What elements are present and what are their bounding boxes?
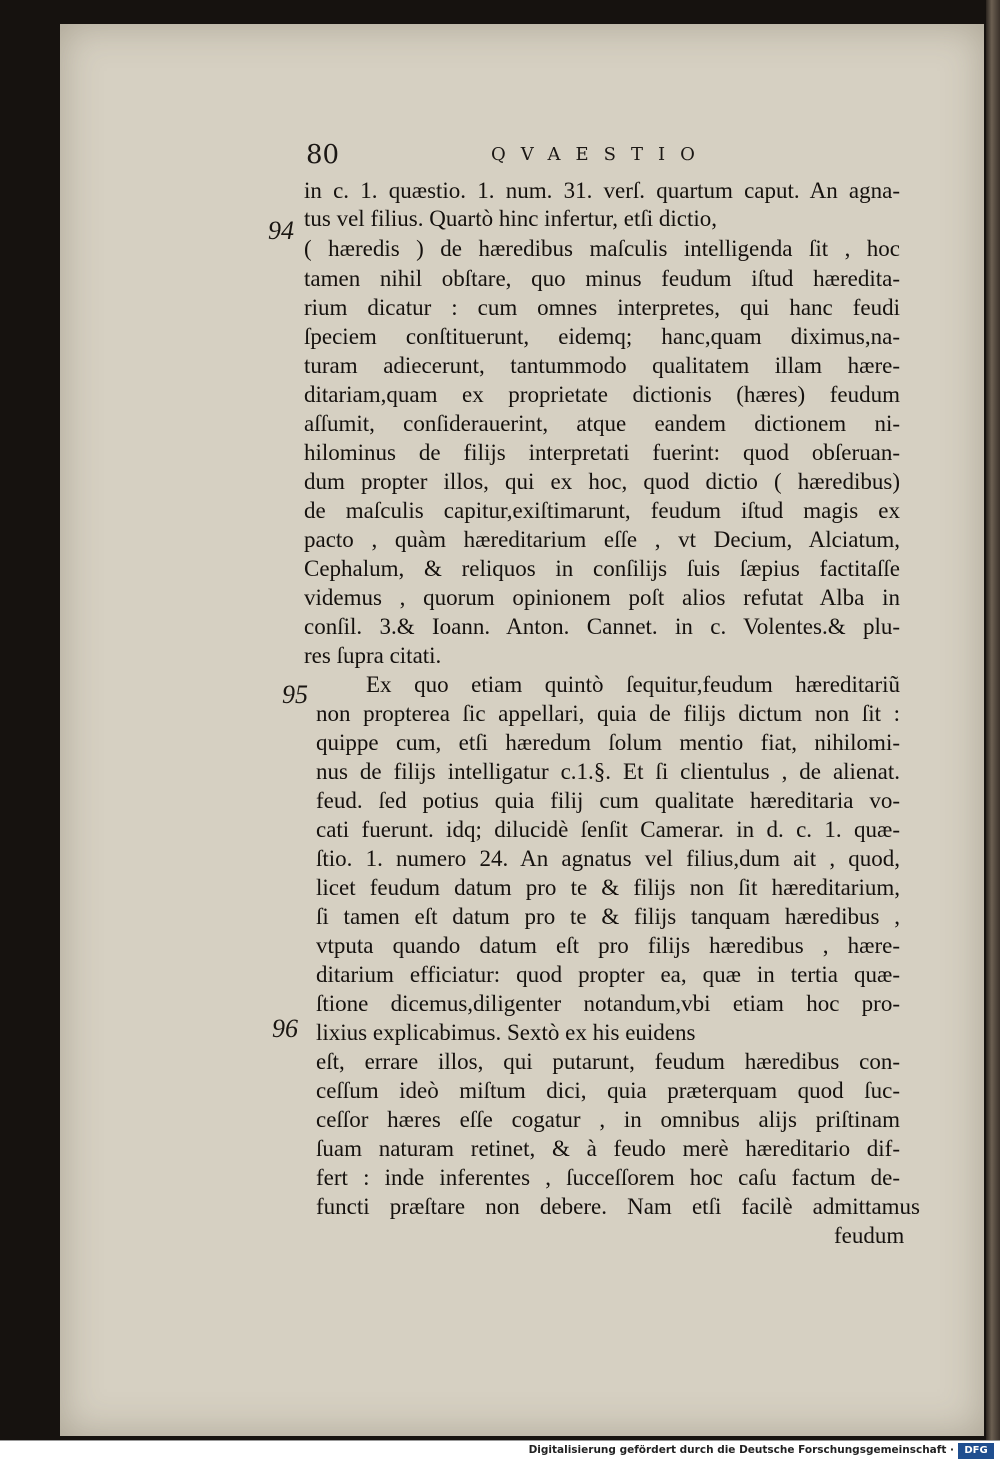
text-line: in c. 1. quæstio. 1. num. 31. verſ. quartum caput. An agna- xyxy=(304,178,900,203)
text-line: Ex quo etiam quintò ſequitur,feudum hæreditariũ xyxy=(366,672,900,697)
text-line: lixius explicabimus. Sextò ex his euidens xyxy=(316,1020,696,1045)
text-line: ditariam,quam ex proprietate dictionis (hæres) feudum xyxy=(304,382,900,407)
text-line: rium dicatur : cum omnes interpretes, qui hanc feudi xyxy=(304,295,900,320)
text-line: non propterea ſic appellari, quia de filijs dictum non ſit : xyxy=(316,701,900,726)
funding-notice: Digitalisierung gefördert durch die Deutsche Forschungsgemeinschaft · xyxy=(528,1444,954,1456)
text-line: ſpeciem conſtituerunt, eidemq; hanc,quam diximus,na- xyxy=(304,324,900,349)
page-number: 80 xyxy=(306,140,340,170)
text-line: quippe cum, etſi hæredum ſolum mentio fiat, nihilomi- xyxy=(316,730,900,755)
margin-number-96: 96 xyxy=(272,1014,298,1043)
text-line: videmus , quorum opinionem poſt alios refutat Alba in xyxy=(304,585,900,610)
text-line: conſil. 3.& Ioann. Anton. Cannet. in c. Volentes.& plu- xyxy=(304,614,900,639)
catchword: feudum xyxy=(834,1223,905,1248)
text-line: eſt, errare illos, qui putarunt, feudum hæredibus con- xyxy=(316,1049,900,1074)
margin-number-95: 95 xyxy=(282,680,308,709)
text-line: Cephalum, & reliquos in conſilijs ſuis ſæpius factitaſſe xyxy=(304,556,900,581)
text-line: cati fuerunt. idq; dilucidè ſenſit Camerar. in d. c. 1. quæ- xyxy=(316,817,900,842)
page-header xyxy=(306,140,906,174)
text-line: ceſſum ideò miſtum dici, quia præterquam quod ſuc- xyxy=(316,1078,900,1103)
text-line: ſtione dicemus,diligenter notandum,vbi etiam hoc pro- xyxy=(316,991,900,1016)
text-line: nus de filijs intelligatur c.1.§. Et ſi clientulus , de alienat. xyxy=(316,759,900,784)
text-line: fert : inde inferentes , ſucceſſorem hoc caſu factum de- xyxy=(316,1165,900,1190)
text-line: hilominus de filijs interpretati fuerint: quod obſeruan- xyxy=(304,440,900,465)
text-line: ſtio. 1. numero 24. An agnatus vel filius,dum ait , quod, xyxy=(316,846,900,871)
text-line: res ſupra citati. xyxy=(304,643,442,668)
text-line: tus vel filius. Quartò hinc infertur, etſi dictio, xyxy=(304,206,717,231)
text-line: ceſſor hæres eſſe cogatur , in omnibus alijs priſtinam xyxy=(316,1107,900,1132)
text-line: feud. ſed potius quia filij cum qualitate hæreditaria vo- xyxy=(316,788,900,813)
text-line: vtputa quando datum eſt pro filijs hæredibus , hære- xyxy=(316,933,900,958)
text-line: turam adiecerunt, tantummodo qualitatem illam hære- xyxy=(304,353,900,378)
margin-number-94: 94 xyxy=(268,216,294,245)
text-line: ſuam naturam retinet, & à feudo merè hæreditario dif- xyxy=(316,1136,900,1161)
running-head: QVAESTIO xyxy=(491,144,710,165)
text-line: functi præſtare non debere. Nam etſi facilè admittamus xyxy=(316,1194,920,1219)
text-line: aſſumit, conſiderauerint, atque eandem dictionem ni- xyxy=(304,411,900,436)
text-line: ( hæredis ) de hæredibus maſculis intelligenda ſit , hoc xyxy=(304,236,900,261)
text-line: ſi tamen eſt datum pro te & filijs tanquam hæredibus , xyxy=(316,904,900,929)
text-line: pacto , quàm hæreditarium eſſe , vt Decium, Alciatum, xyxy=(304,527,900,552)
dfg-logo-icon[interactable]: DFG xyxy=(958,1443,994,1459)
text-line: ditarium efficiatur: quod propter ea, quæ in tertia quæ- xyxy=(316,962,900,987)
text-line: tamen nihil obſtare, quo minus feudum iſtud hæredita- xyxy=(304,266,900,291)
footer-bar xyxy=(0,1440,1000,1463)
page-edge xyxy=(986,0,1000,1440)
text-line: de maſculis capitur,exiſtimarunt, feudum iſtud magis ex xyxy=(304,498,900,523)
text-line: licet feudum datum pro te & filijs non ſit hæreditarium, xyxy=(316,875,900,900)
text-line: dum propter illos, qui ex hoc, quod dictio ( hæredibus) xyxy=(304,469,900,494)
